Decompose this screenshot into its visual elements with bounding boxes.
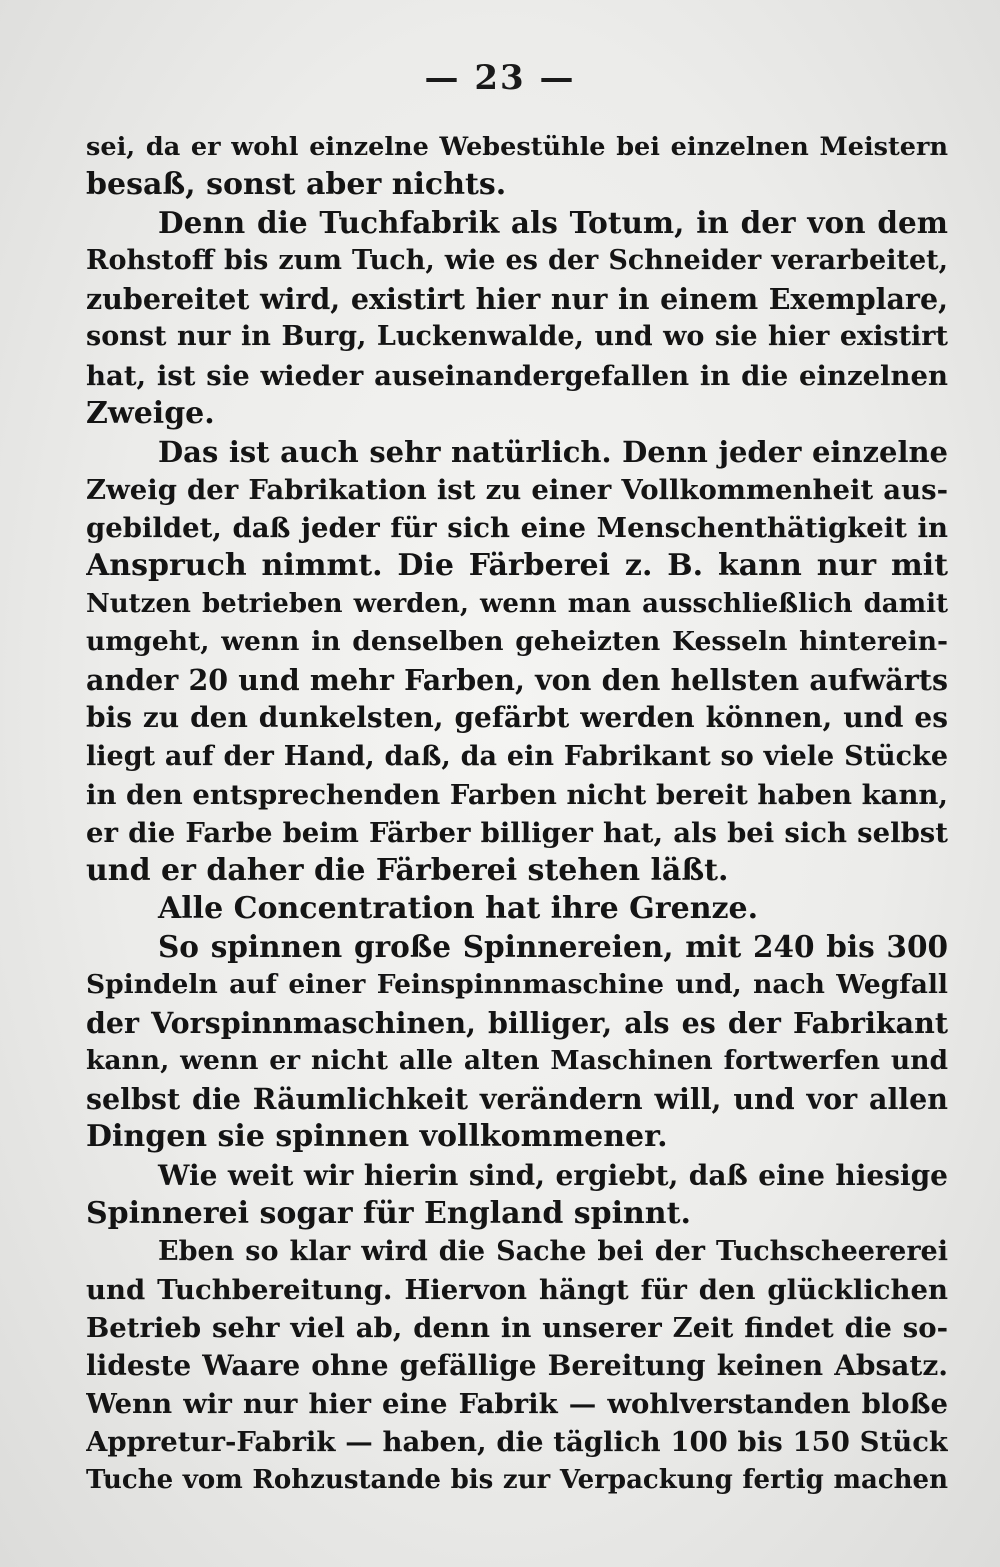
text-line: Eben so klar wird die Sache bei der Tuchscheererei <box>158 1235 948 1267</box>
text-line: Denn die Tuchfabrik als Totum, in der von dem <box>158 205 948 241</box>
text-line: Zweige. <box>86 395 215 431</box>
text-line: Tuche vom Rohzustande bis zur Verpackung fertig machen <box>86 1465 948 1496</box>
text-line: er die Farbe beim Färber billiger hat, als bei sich selbst <box>86 816 948 849</box>
text-line: Appretur-Fabrik — haben, die täglich 100 bis 150 Stück <box>86 1426 948 1459</box>
text-line: bis zu den dunkelsten, gefärbt werden können, und es <box>86 701 948 735</box>
text-line: liegt auf der Hand, daß, da ein Fabrikant so viele Stücke <box>86 740 948 772</box>
text-line: Zweig der Fabrikation ist zu einer Vollkommenheit aus- <box>86 473 948 506</box>
text-line: Alle Concentration hat ihre Grenze. <box>158 890 759 926</box>
text-line: ander 20 und mehr Farben, von den hellsten aufwärts <box>86 663 948 698</box>
text-line: Wenn wir nur hier eine Fabrik — wohlverstanden bloße <box>86 1388 948 1421</box>
text-line: Betrieb sehr viel ab, denn in unserer Zeit findet die so- <box>86 1311 948 1344</box>
text-line: selbst die Räumlichkeit verändern will, und vor allen <box>86 1082 948 1117</box>
text-line: Spindeln auf einer Feinspinnmaschine und, nach Wegfall <box>86 969 948 1001</box>
text-line: in den entsprechenden Farben nicht bereit haben kann, <box>86 778 948 811</box>
text-line: und Tuchbereitung. Hiervon hängt für den glücklichen <box>86 1273 948 1306</box>
text-line: Spinnerei sogar für England spinnt. <box>86 1195 691 1231</box>
text-line: lideste Waare ohne gefällige Bereitung keinen Absatz. <box>86 1349 948 1382</box>
text-line: So spinnen große Spinnereien, mit 240 bis 300 <box>158 928 948 964</box>
text-line: Rohstoff bis zum Tuch, wie es der Schneider verarbeitet, <box>86 245 948 277</box>
text-line: sonst nur in Burg, Luckenwalde, und wo sie hier existirt <box>86 321 948 353</box>
text-line: zubereitet wird, existirt hier nur in einem Exemplare, <box>86 282 948 317</box>
text-line: sei, da er wohl einzelne Webestühle bei einzelnen Meistern <box>86 132 948 162</box>
text-line: Wie weit wir hierin sind, ergiebt, daß eine hiesige <box>158 1158 948 1192</box>
text-line: umgeht, wenn in denselben geheizten Kesseln hinterein- <box>86 626 948 658</box>
text-line: Nutzen betrieben werden, wenn man ausschließlich damit <box>86 589 948 620</box>
text-line: hat, ist sie wieder auseinandergefallen in die einzelnen <box>86 359 948 392</box>
text-line: der Vorspinnmaschinen, billiger, als es der Fabrikant <box>86 1006 948 1041</box>
text-line: Das ist auch sehr natürlich. Denn jeder einzelne <box>158 434 948 469</box>
page-number: — 23 — <box>424 58 576 98</box>
text-line: und er daher die Färberei stehen läßt. <box>86 852 729 888</box>
text-line: gebildet, daß jeder für sich eine Menschenthätigkeit in <box>86 511 948 544</box>
text-line: Anspruch nimmt. Die Färberei z. B. kann nur mit <box>86 548 948 584</box>
text-line: kann, wenn er nicht alle alten Maschinen fortwerfen und <box>86 1045 948 1077</box>
text-line: besaß, sonst aber nichts. <box>86 167 507 203</box>
body-text <box>86 128 948 1499</box>
text-line: Dingen sie spinnen vollkommener. <box>86 1119 668 1155</box>
